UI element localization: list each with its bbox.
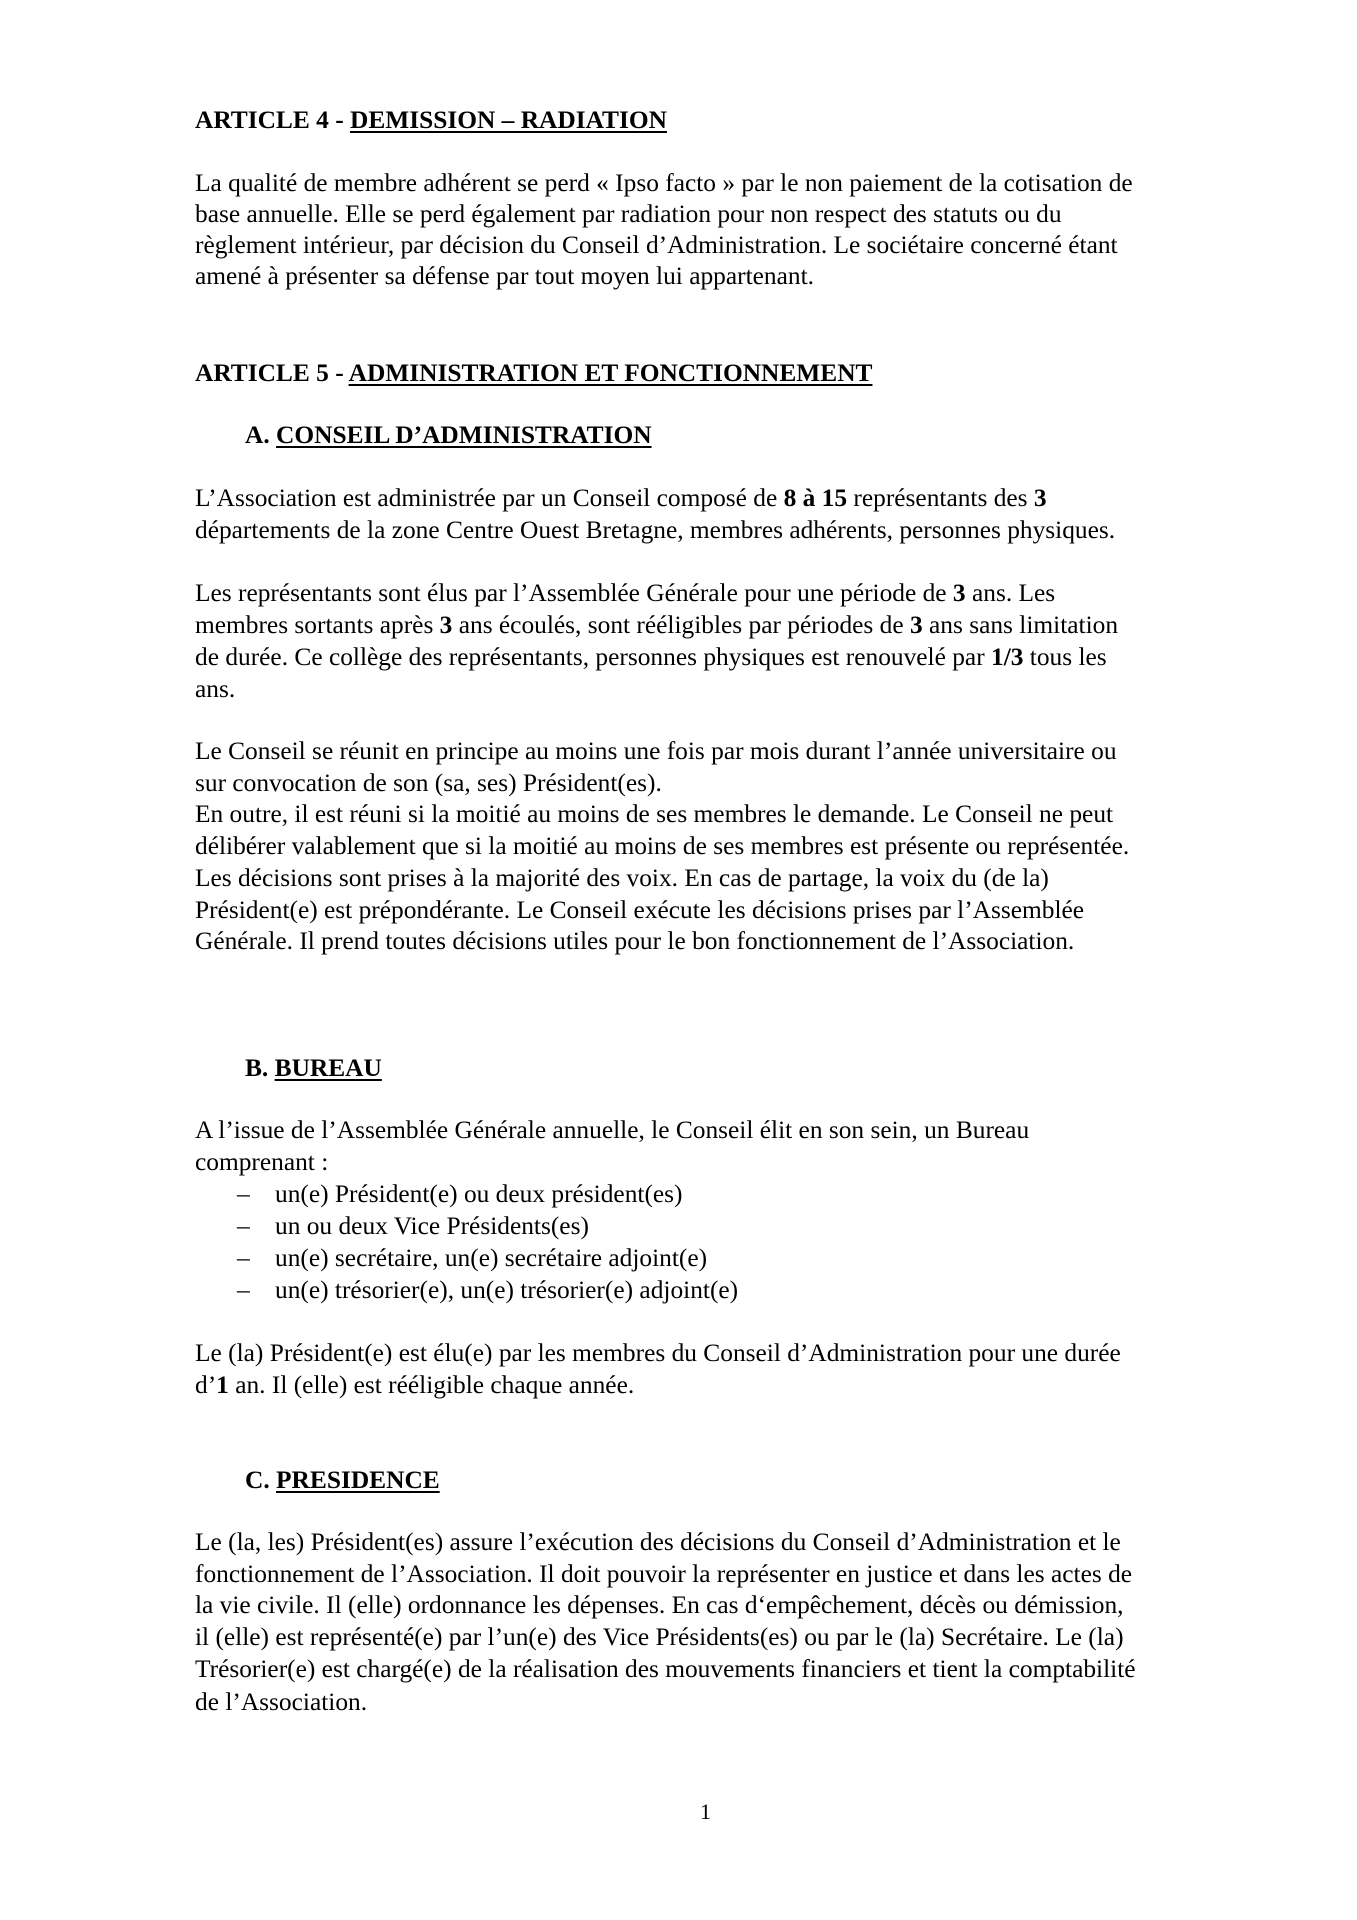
article-5-heading: [195, 357, 872, 389]
section-b-heading: [245, 1052, 382, 1084]
section-c-line: Trésorier(e) est chargé(e) de la réalisation des mouvements financiers et tient la comptabilité: [195, 1655, 1136, 1683]
section-a-p1-line: départements de la zone Centre Ouest Bretagne, membres adhérents, personnes physiques.: [195, 516, 1116, 544]
section-a-p2-line: ans.: [195, 675, 236, 703]
section-c-line: de l’Association.: [195, 1688, 368, 1716]
section-c-title: PRESIDENCE: [276, 1466, 440, 1494]
section-a-p3-line: sur convocation de son (sa, ses) Président(es).: [195, 769, 662, 797]
section-c-line: Le (la, les) Président(es) assure l’exécution des décisions du Conseil d’Administration et le: [195, 1528, 1121, 1556]
page-number: 1: [700, 1799, 711, 1824]
article-4-heading: [195, 104, 667, 136]
section-b-election-line: d’1 an. Il (elle) est rééligible chaque année.: [195, 1371, 635, 1399]
section-b-intro-line: A l’issue de l’Assemblée Générale annuelle, le Conseil élit en son sein, un Bureau: [195, 1116, 1030, 1144]
article-4-number: ARTICLE 4 -: [195, 106, 350, 134]
section-b-intro-line: comprenant :: [195, 1148, 329, 1176]
list-item: un(e) trésorier(e), un(e) trésorier(e) adjoint(e): [275, 1276, 739, 1304]
list-item: un(e) secrétaire, un(e) secrétaire adjoint(e): [275, 1244, 708, 1272]
list-bullet: –: [237, 1212, 250, 1240]
section-c-letter: C.: [245, 1466, 277, 1494]
article-4-line: base annuelle. Elle se perd également par radiation pour non respect des statuts ou du: [195, 200, 1062, 228]
section-c-line: la vie civile. Il (elle) ordonnance les dépenses. En cas d‘empêchement, décès ou démission,: [195, 1591, 1124, 1619]
section-a-p1-line: L’Association est administrée par un Conseil composé de 8 à 15 représentants des 3: [195, 484, 1047, 512]
section-a-p3-line: délibérer valablement que si la moitié au moins de ses membres est présente ou représentée.: [195, 832, 1130, 860]
section-c-heading: [245, 1464, 440, 1496]
section-a-p3-line: Le Conseil se réunit en principe au moins une fois par mois durant l’année universitaire ou: [195, 737, 1117, 765]
section-a-p3-line: Les décisions sont prises à la majorité des voix. En cas de partage, la voix du (de la): [195, 864, 1049, 892]
section-a-letter: A.: [245, 421, 277, 449]
section-b-title: BUREAU: [274, 1054, 382, 1082]
section-b-election-line: Le (la) Président(e) est élu(e) par les membres du Conseil d’Administration pour une durée: [195, 1339, 1121, 1367]
section-a-p2-line: Les représentants sont élus par l’Assemblée Générale pour une période de 3 ans. Les: [195, 579, 1056, 607]
article-4-line: règlement intérieur, par décision du Conseil d’Administration. Le sociétaire concerné étant: [195, 231, 1118, 259]
section-a-p3-line: Président(e) est prépondérante. Le Conseil exécute les décisions prises par l’Assemblée: [195, 896, 1085, 924]
section-b-letter: B.: [245, 1054, 275, 1082]
article-4-line: La qualité de membre adhérent se perd « Ipso facto » par le non paiement de la cotisation de: [195, 169, 1133, 197]
section-c-line: il (elle) est représenté(e) par l’un(e) des Vice Présidents(es) ou par le (la) Secrétaire. Le (la): [195, 1623, 1124, 1651]
section-a-p3-line: En outre, il est réuni si la moitié au moins de ses membres le demande. Le Conseil ne peut: [195, 800, 1114, 828]
section-a-p2-line: de durée. Ce collège des représentants, personnes physiques est renouvelé par 1/3 tous les: [195, 643, 1107, 671]
article-5-title: ADMINISTRATION ET FONCTIONNEMENT: [348, 359, 873, 387]
list-bullet: –: [237, 1180, 250, 1208]
section-c-line: fonctionnement de l’Association. Il doit pouvoir la représenter en justice et dans les actes de: [195, 1560, 1133, 1588]
list-item: un ou deux Vice Présidents(es): [275, 1212, 589, 1240]
section-a-p2-line: membres sortants après 3 ans écoulés, sont rééligibles par périodes de 3 ans sans limitation: [195, 611, 1119, 639]
article-4-title: DEMISSION – RADIATION: [350, 106, 667, 134]
section-a-title: CONSEIL D’ADMINISTRATION: [276, 421, 652, 449]
section-a-heading: [245, 419, 652, 451]
list-bullet: –: [237, 1244, 250, 1272]
list-bullet: –: [237, 1276, 250, 1304]
section-a-p3-line: Générale. Il prend toutes décisions utiles pour le bon fonctionnement de l’Association.: [195, 927, 1075, 955]
article-4-line: amené à présenter sa défense par tout moyen lui appartenant.: [195, 262, 814, 290]
article-5-number: ARTICLE 5 -: [195, 359, 349, 387]
list-item: un(e) Président(e) ou deux président(es): [275, 1180, 683, 1208]
